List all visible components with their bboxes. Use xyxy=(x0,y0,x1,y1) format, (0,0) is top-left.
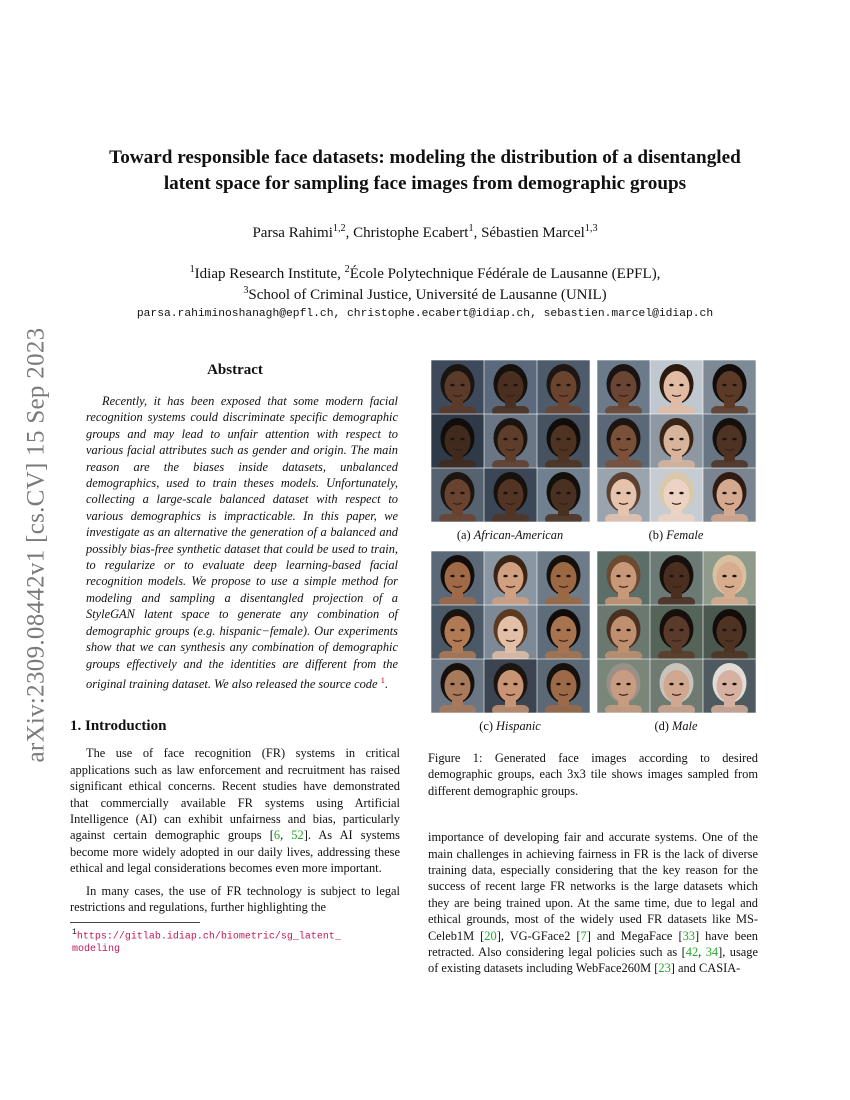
paper-title-line-1: Toward responsible face datasets: modeling the distribution of a disentangled xyxy=(109,147,741,168)
figure-caption: Figure 1: Generated face images according to desired demographic groups, each 3x3 tile shows images sampled from different demographic groups. xyxy=(428,751,758,798)
face-image xyxy=(597,659,650,713)
figure-panel-female xyxy=(596,360,756,547)
citation-link[interactable]: 6 xyxy=(273,828,281,843)
face-image xyxy=(650,605,703,659)
face-image xyxy=(537,468,590,522)
figure-panel-hispanic xyxy=(430,551,590,738)
face-image xyxy=(597,360,650,414)
face-image xyxy=(431,414,484,468)
face-image xyxy=(597,468,650,522)
face-tile-grid xyxy=(431,551,590,713)
footnote-url-line-1[interactable]: https://gitlab.idiap.ch/biometric/sg_latent_ xyxy=(76,930,341,942)
right-column xyxy=(428,360,758,983)
panel-caption: (d) Male xyxy=(654,719,698,733)
footnote xyxy=(70,926,400,956)
figure-1 xyxy=(430,360,758,738)
face-image xyxy=(537,551,590,605)
face-image xyxy=(597,605,650,659)
face-image xyxy=(537,659,590,713)
face-image xyxy=(703,551,756,605)
section-heading-introduction: 1. Introduction xyxy=(70,718,167,735)
affiliations xyxy=(70,264,780,306)
footnote-url-line-2[interactable]: modeling xyxy=(72,943,121,955)
face-image xyxy=(703,605,756,659)
author-name: Christophe Ecabert xyxy=(353,225,469,241)
citation-link[interactable]: 42 xyxy=(685,945,699,960)
face-image xyxy=(650,551,703,605)
figure-panel-male xyxy=(596,551,756,738)
intro-paragraph-1: The use of face recognition (FR) systems in critical applications such as law enforcement and recruitment has raised significant ethical concerns. Recent studies have demonstrated that commercially available FR systems using Artificial Intelligence (AI) can exhibit unfairness and bias, particularly against certain demographic groups [6, 52]. As AI systems become more widely adopted in our daily lives, addressing these ethical and legal considerations becomes even more important. xyxy=(70,746,401,876)
face-image xyxy=(703,468,756,522)
face-image xyxy=(484,468,537,522)
face-image xyxy=(597,551,650,605)
panel-caption: (a) African-American xyxy=(456,528,564,542)
paper-title-line-2: latent space for sampling face images from demographic groups xyxy=(163,173,687,194)
face-image xyxy=(537,605,590,659)
citation-link[interactable]: 7 xyxy=(580,928,587,943)
author-affiliation-mark: 1,2 xyxy=(332,223,346,234)
face-image xyxy=(537,360,590,414)
arxiv-identifier-stamp xyxy=(12,295,60,795)
author-name: Parsa Rahimi xyxy=(252,225,333,241)
footnote-divider xyxy=(70,922,200,923)
face-image xyxy=(703,360,756,414)
author-emails: parsa.rahiminoshanagh@epfl.ch, christophe.ecabert@idiap.ch, sebastien.marcel@idiap.ch xyxy=(136,308,714,320)
face-image xyxy=(431,605,484,659)
affiliation-line-1: $^1$Idiap Research Institute, $^2$École Polytechnique Fédérale de Lausanne (EPFL), xyxy=(189,264,661,282)
face-tile-grid xyxy=(597,360,756,522)
figure-panel-african-american xyxy=(430,360,590,547)
face-image xyxy=(650,360,703,414)
footnote-mark: 1 xyxy=(72,927,77,937)
face-image xyxy=(431,468,484,522)
left-column xyxy=(70,360,400,956)
face-image xyxy=(484,551,537,605)
face-image xyxy=(650,468,703,522)
author-name: Sébastien Marcel xyxy=(481,225,585,241)
face-image xyxy=(431,659,484,713)
face-image xyxy=(431,360,484,414)
paper-title xyxy=(70,145,780,197)
face-image xyxy=(431,551,484,605)
citation-link[interactable]: 20 xyxy=(484,928,497,943)
citation-link[interactable]: 52 xyxy=(291,828,304,843)
face-image xyxy=(537,414,590,468)
author-affiliation-mark: 1 xyxy=(468,223,474,234)
footnote-link[interactable]: 1 xyxy=(380,674,385,685)
face-tile-grid xyxy=(597,551,756,713)
intro-paragraph-2: In many cases, the use of FR technology is subject to legal restrictions and regulations, further highlighting the xyxy=(70,883,400,915)
panel-caption: (c) Hispanic xyxy=(479,719,541,733)
face-image xyxy=(484,605,537,659)
face-tile-grid xyxy=(431,360,590,522)
face-image xyxy=(597,414,650,468)
citation-link[interactable]: 34 xyxy=(705,945,719,960)
face-image xyxy=(484,414,537,468)
face-image xyxy=(484,659,537,713)
arxiv-identifier-text: arXiv:2309.08442v1 [cs.CV] 15 Sep 2023 xyxy=(22,327,50,763)
face-image xyxy=(484,360,537,414)
intro-paragraph-3: importance of developing fair and accurate systems. One of the main challenges in achieving fairness in FR is the lack of diverse training data, especially considering that the key reason for the success of recent large FR networks is the large datasets which they are being trained upon. At the same time, due to legal and ethical grounds, most of the widely used FR datasets like MS-Celeb1M [20], VG-GFace2 [7] and MegaFace [33] have been retracted. Also considering legal policies such as [42, 34], usage of existing datasets including WebFace260M [23] and CASIA- xyxy=(428,830,758,976)
affiliation-line-2: $^3$School of Criminal Justice, Université de Lausanne (UNIL) xyxy=(243,285,607,303)
face-image xyxy=(703,414,756,468)
abstract-text: Recently, it has been exposed that some modern facial recognition systems could discriminate specific demographic groups and may lead to unfair attention with respect to various facial attributes such as gender and origin. The main reason are the biases inside datasets, unbalanced demographics, used to train theses models. Unfortunately, collecting a large-scale balanced dataset with respect to various demographics is impracticable. In this paper, we investigate as an alternative the generation of a balanced and possibly bias-free synthetic dataset that could be used to train, to regularize or to evaluate deep learning-based facial recognition models. We propose to use a simple method for modeling and sampling a disentangled projection of a StyleGAN latent space to generate any combination of demographic groups (e.g. hispanic−female). Our experiments show that we can synthesis any combination of demographic groups effectively and the identities are different from the original training dataset. We also released the source code $^1$. xyxy=(86,394,398,692)
face-image xyxy=(703,659,756,713)
citation-link[interactable]: 23 xyxy=(658,961,671,976)
face-image xyxy=(650,414,703,468)
author-affiliation-mark: 1,3 xyxy=(584,223,598,234)
abstract-heading: Abstract xyxy=(207,362,263,378)
citation-link[interactable]: 33 xyxy=(682,928,695,943)
face-image xyxy=(650,659,703,713)
panel-caption: (b) Female xyxy=(648,528,704,542)
author-list: Parsa Rahimi$^{1,2}$, Christophe Ecabert$^1$, Sébastien Marcel$^{1,3}$ xyxy=(252,223,598,241)
